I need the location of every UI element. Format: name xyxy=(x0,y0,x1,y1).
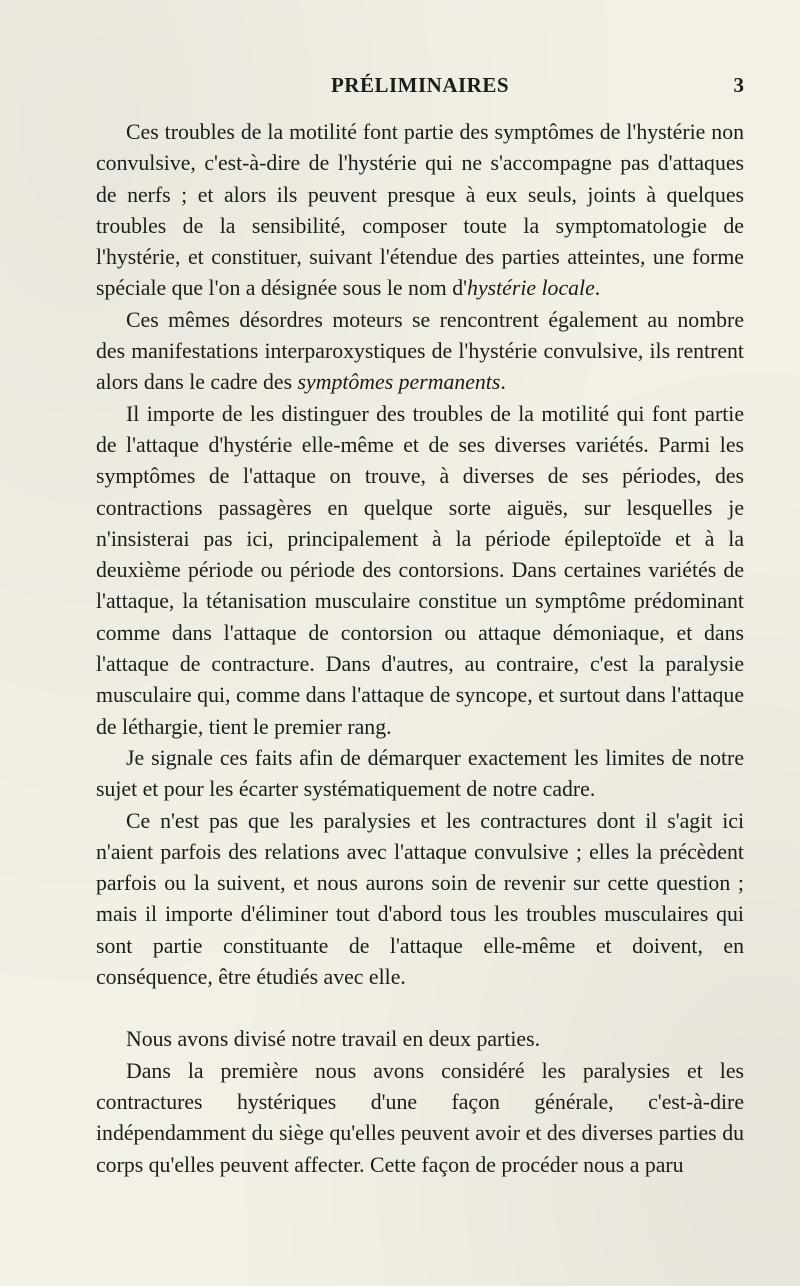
paragraph xyxy=(96,1056,744,1181)
italic-term: symptômes permanents xyxy=(297,370,501,395)
body-text xyxy=(96,117,744,1181)
running-title: PRÉLIMINAIRES xyxy=(330,73,510,97)
paragraph xyxy=(96,305,744,399)
paragraph-text: Je signale ces faits afin de démarquer exactement les limites de notre sujet et pour les écarter systématiquement de notre cadre. xyxy=(96,745,744,802)
paragraph xyxy=(96,117,744,305)
paragraph-text: . xyxy=(594,276,601,301)
paragraph-text: Ce n'est pas que les paralysies et les contractures dont il s'agit ici n'aient parfois des relations avec l'attaque convulsive ; elles la précèdent parfois ou la suivent, et nous aurons soin de revenir sur cette question ; mais il importe d'éliminer tout d'abord tous les troubles musculaires qui sont partie constituante de l'attaque elle-même et doivent, en conséquence, être étudiés avec elle. xyxy=(96,808,744,990)
paragraph-text: . xyxy=(500,370,506,395)
paragraph-text: Ces troubles de la motilité font partie des symptômes de l'hystérie non convulsive, c'est-à-dire de l'hystérie qui ne s'accompagne pas d'attaques de nerfs ; et alors ils peuvent presque à eux seuls, joints à quelques troubles de la sensibilité, composer toute la symptomatologie de l'hystérie, et constituer, suivant l'étendue des parties atteintes, une forme spéciale que l'on a désignée sous le nom d' xyxy=(96,120,744,301)
paragraph xyxy=(96,399,744,743)
paragraph-text: Dans la première nous avons considéré les paralysies et les contractures hystériques d'une façon générale, c'est-à-dire indépendamment du siège qu'elles peuvent avoir et des diverses parties du corps qu'elles peuvent affecter. Cette façon de procéder nous a paru xyxy=(96,1058,744,1177)
italic-term: hystérie locale xyxy=(467,276,595,301)
paragraph xyxy=(96,743,744,806)
paragraph xyxy=(96,1024,744,1055)
page-header xyxy=(96,73,744,103)
paragraph-text: Il importe de les distinguer des troubles de la motilité qui font partie de l'attaque d'hystérie elle-même et de ses diverses variétés. Parmi les symptômes de l'attaque on trouve, à diverses de ses périodes, des contractions passagères en quelque sorte aiguës, sur lesquelles je n'insisterai pas ici, principalement à la période épileptoïde et à la deuxième période ou période des contorsions. Dans certaines variétés de l'attaque, la tétanisation musculaire constitue un symptôme prédominant comme dans l'attaque de contorsion ou attaque démoniaque, et dans l'attaque de contracture. Dans d'autres, au contraire, c'est la paralysie musculaire qui, comme dans l'attaque de syncope, et surtout dans l'attaque de léthargie, tient le premier rang. xyxy=(96,401,744,739)
paragraph-text: Nous avons divisé notre travail en deux parties. xyxy=(126,1027,541,1052)
paragraph-text: Ces mêmes désordres moteurs se rencontrent également au nombre des manifestations interparoxystiques de l'hystérie convulsive, ils rentrent alors dans le cadre des xyxy=(96,307,744,395)
paragraph xyxy=(96,806,744,994)
page-number: 3 xyxy=(733,73,744,97)
